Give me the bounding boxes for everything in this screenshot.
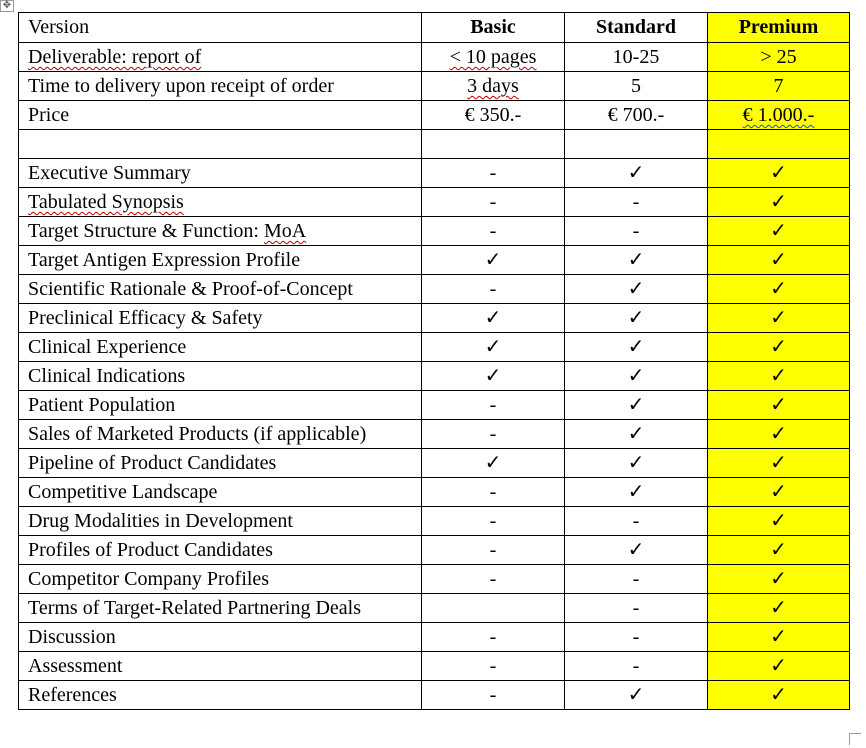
basic-cell[interactable]: ✓ — [422, 333, 565, 362]
standard-cell[interactable]: ✓ — [565, 304, 708, 333]
premium-cell[interactable]: ✓ — [708, 478, 850, 507]
premium-cell[interactable]: ✓ — [708, 391, 850, 420]
table-row — [19, 101, 850, 130]
premium-cell[interactable]: ✓ — [708, 275, 850, 304]
basic-cell[interactable]: ✓ — [422, 449, 565, 478]
table-row — [19, 420, 850, 449]
row-label[interactable]: Patient Population — [19, 391, 422, 420]
basic-cell[interactable]: - — [422, 536, 565, 565]
premium-cell[interactable]: ✓ — [708, 304, 850, 333]
basic-cell[interactable]: - — [422, 565, 565, 594]
cell-text: 3 days — [467, 75, 519, 97]
basic-cell[interactable]: - — [422, 217, 565, 246]
premium-cell[interactable]: ✓ — [708, 333, 850, 362]
row-label[interactable]: Preclinical Efficacy & Safety — [19, 304, 422, 333]
table-row — [19, 565, 850, 594]
basic-cell[interactable]: ✓ — [422, 304, 565, 333]
row-label[interactable]: Target Structure & Function: MoA — [19, 217, 422, 246]
row-label[interactable]: Price — [19, 101, 422, 130]
standard-cell[interactable]: 10-25 — [565, 43, 708, 72]
cell-text: < 10 pages — [449, 46, 537, 68]
table-row — [19, 188, 850, 217]
standard-cell[interactable]: ✓ — [565, 246, 708, 275]
standard-cell[interactable]: ✓ — [565, 362, 708, 391]
basic-cell[interactable] — [422, 43, 565, 72]
basic-cell[interactable]: - — [422, 275, 565, 304]
row-label[interactable]: Time to delivery upon receipt of order — [19, 72, 422, 101]
standard-header: Standard — [565, 13, 708, 43]
table-row — [19, 652, 850, 681]
standard-cell[interactable]: ✓ — [565, 391, 708, 420]
table-row — [19, 304, 850, 333]
premium-cell[interactable]: ✓ — [708, 594, 850, 623]
feature-rows — [19, 159, 850, 710]
premium-cell[interactable]: ✓ — [708, 565, 850, 594]
table-row — [19, 159, 850, 188]
basic-cell[interactable]: - — [422, 681, 565, 710]
table-row — [19, 681, 850, 710]
row-label[interactable]: Terms of Target-Related Partnering Deals — [19, 594, 422, 623]
row-label[interactable]: Competitor Company Profiles — [19, 565, 422, 594]
table-row — [19, 449, 850, 478]
row-label[interactable]: Scientific Rationale & Proof-of-Concept — [19, 275, 422, 304]
table-row — [19, 478, 850, 507]
cell-text: Deliverable: report of — [28, 46, 202, 68]
row-label[interactable]: Discussion — [19, 623, 422, 652]
standard-cell[interactable]: ✓ — [565, 536, 708, 565]
premium-cell[interactable]: > 25 — [708, 43, 850, 72]
basic-cell[interactable]: ✓ — [422, 362, 565, 391]
basic-header: Basic — [422, 13, 565, 43]
empty-cell[interactable] — [19, 130, 422, 159]
standard-cell[interactable]: ✓ — [565, 333, 708, 362]
basic-cell[interactable]: - — [422, 188, 565, 217]
empty-cell[interactable] — [708, 130, 850, 159]
standard-cell[interactable]: - — [565, 652, 708, 681]
premium-cell[interactable]: ✓ — [708, 536, 850, 565]
row-label[interactable]: Pipeline of Product Candidates — [19, 449, 422, 478]
version-header: Version — [19, 13, 422, 43]
table-row — [19, 623, 850, 652]
empty-cell[interactable] — [422, 130, 565, 159]
row-label[interactable]: Clinical Experience — [19, 333, 422, 362]
standard-cell[interactable]: € 700.- — [565, 101, 708, 130]
basic-cell[interactable]: € 350.- — [422, 101, 565, 130]
table-row — [19, 72, 850, 101]
table-row — [19, 594, 850, 623]
row-label[interactable]: Assessment — [19, 652, 422, 681]
basic-cell[interactable]: - — [422, 420, 565, 449]
standard-cell[interactable]: - — [565, 565, 708, 594]
standard-cell[interactable]: ✓ — [565, 449, 708, 478]
table-row — [19, 246, 850, 275]
standard-cell[interactable]: - — [565, 507, 708, 536]
standard-cell[interactable]: ✓ — [565, 681, 708, 710]
standard-cell[interactable]: ✓ — [565, 420, 708, 449]
table-row — [19, 507, 850, 536]
cell-text: Tabulated Synopsis — [28, 191, 184, 213]
row-label[interactable]: Competitive Landscape — [19, 478, 422, 507]
table-row — [19, 275, 850, 304]
cell-text: MoA — [263, 220, 307, 242]
premium-cell[interactable]: ✓ — [708, 188, 850, 217]
row-label[interactable]: Sales of Marketed Products (if applicable) — [19, 420, 422, 449]
row-label[interactable]: References — [19, 681, 422, 710]
basic-cell[interactable]: - — [422, 391, 565, 420]
premium-cell[interactable] — [708, 101, 850, 130]
basic-cell[interactable]: - — [422, 623, 565, 652]
row-label[interactable]: Executive Summary — [19, 159, 422, 188]
standard-cell[interactable]: ✓ — [565, 159, 708, 188]
basic-cell[interactable]: - — [422, 159, 565, 188]
standard-cell[interactable]: ✓ — [565, 275, 708, 304]
standard-cell[interactable]: - — [565, 623, 708, 652]
cell-text: € 1.000.- — [742, 104, 815, 126]
premium-cell[interactable]: ✓ — [708, 449, 850, 478]
table-move-handle-icon[interactable]: ✥ — [0, 0, 14, 12]
premium-cell[interactable]: ✓ — [708, 623, 850, 652]
premium-cell[interactable]: ✓ — [708, 420, 850, 449]
table-row — [19, 333, 850, 362]
premium-cell[interactable]: ✓ — [708, 246, 850, 275]
table-row — [19, 43, 850, 72]
row-label[interactable]: Profiles of Product Candidates — [19, 536, 422, 565]
basic-cell[interactable] — [422, 72, 565, 101]
basic-cell[interactable] — [422, 594, 565, 623]
row-label[interactable] — [19, 188, 422, 217]
premium-cell[interactable]: ✓ — [708, 159, 850, 188]
standard-cell[interactable]: ✓ — [565, 478, 708, 507]
row-label[interactable]: Drug Modalities in Development — [19, 507, 422, 536]
empty-spacer-row — [19, 130, 850, 159]
header-row — [19, 13, 850, 43]
premium-cell[interactable]: ✓ — [708, 217, 850, 246]
basic-cell[interactable]: - — [422, 478, 565, 507]
table-row — [19, 536, 850, 565]
standard-cell[interactable]: - — [565, 594, 708, 623]
basic-cell[interactable]: - — [422, 507, 565, 536]
premium-header: Premium — [708, 13, 850, 43]
table-row — [19, 391, 850, 420]
row-label[interactable]: Clinical Indications — [19, 362, 422, 391]
table-row — [19, 217, 850, 246]
standard-cell[interactable]: - — [565, 188, 708, 217]
premium-cell[interactable]: ✓ — [708, 681, 850, 710]
table-row — [19, 362, 850, 391]
basic-cell[interactable]: ✓ — [422, 246, 565, 275]
premium-cell[interactable]: 7 — [708, 72, 850, 101]
premium-cell[interactable]: ✓ — [708, 652, 850, 681]
empty-cell[interactable] — [565, 130, 708, 159]
standard-cell[interactable]: 5 — [565, 72, 708, 101]
basic-cell[interactable]: - — [422, 652, 565, 681]
row-label[interactable]: Target Antigen Expression Profile — [19, 246, 422, 275]
table-resize-handle-icon[interactable] — [849, 733, 861, 745]
premium-cell[interactable]: ✓ — [708, 362, 850, 391]
premium-cell[interactable]: ✓ — [708, 507, 850, 536]
pricing-comparison-table — [18, 12, 850, 710]
standard-cell[interactable]: - — [565, 217, 708, 246]
row-label[interactable] — [19, 43, 422, 72]
